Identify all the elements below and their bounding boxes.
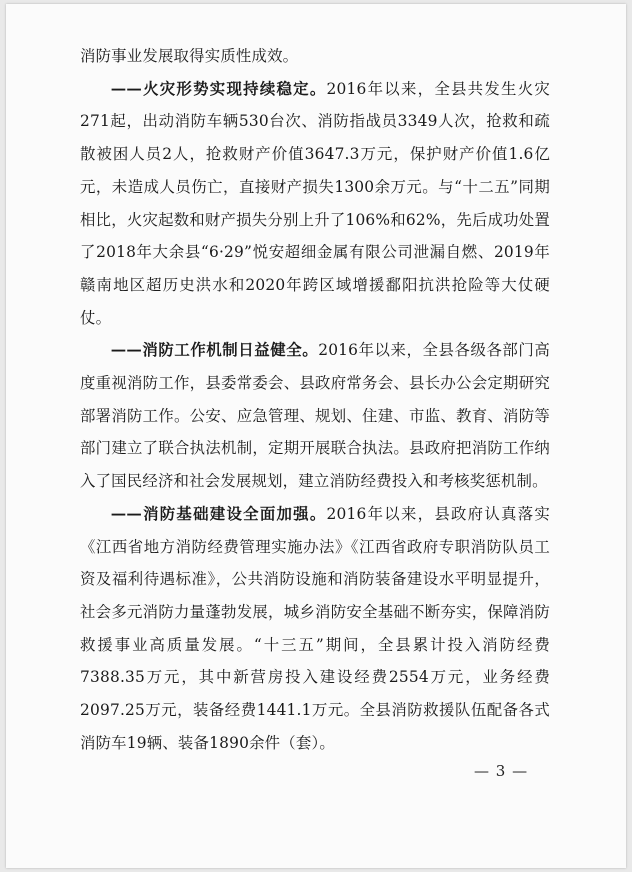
continuation-text: 消防事业发展取得实质性成效。 xyxy=(80,47,299,65)
document-page xyxy=(6,4,626,868)
paragraph-body: 2016年以来，全县各级各部门高度重视消防工作，县委常委会、县政府常务会、县长办公会定期研究部署消防工作。公安、应急管理、规划、住建、市监、教育、消防等部门建立了联合执法机制，定期开展联合执法。县政府把消防工作纳入了国民经济和社会发展规划，建立消防经费投入和考核奖惩机制。 xyxy=(80,341,550,491)
paragraph-fire-situation xyxy=(80,73,550,335)
page-number: — 3 — xyxy=(474,762,529,780)
paragraph-body: 2016年以来，县政府认真落实《江西省地方消防经费管理实施办法》《江西省政府专职消防队员工资及福利待遇标准》，公共消防设施和消防装备建设水平明显提升，社会多元消防力量蓬勃发展，城乡消防安全基础不断夯实，保障消防救援事业高质量发展。“十三五”期间，全县累计投入消防经费7388.35万元，其中新营房投入建设经费2554万元，业务经费2097.25万元，装备经费1441.1万元。全县消防救援队伍配备各式消防车19辆、装备1890余件（套）。 xyxy=(80,504,550,752)
paragraph-heading: ——消防基础建设全面加强。 xyxy=(110,504,327,523)
paragraph-heading: ——消防工作机制日益健全。 xyxy=(110,341,319,360)
paragraph-infrastructure xyxy=(80,498,550,760)
paragraph-work-mechanism xyxy=(80,334,550,498)
continuation-paragraph xyxy=(80,40,550,73)
paragraph-body: 2016年以来，全县共发生火灾271起，出动消防车辆530台次、消防指战员3349人次，抢救和疏散被困人员2人，抢救财产价值3647.3万元，保护财产价值1.6亿元，未造成人员伤亡，直接财产损失1300余万元。与“十二五”同期相比，火灾起数和财产损失分别上升了106%和62%，先后成功处置了2018年大余县“6·29”悦安超细金属有限公司泄漏自燃、2019年赣南地区超历史洪水和2020年跨区域增援鄱阳抗洪抢险等大仗硬仗。 xyxy=(80,79,550,327)
document-body xyxy=(80,40,550,759)
paragraph-heading: ——火灾形势实现持续稳定。 xyxy=(110,79,327,98)
